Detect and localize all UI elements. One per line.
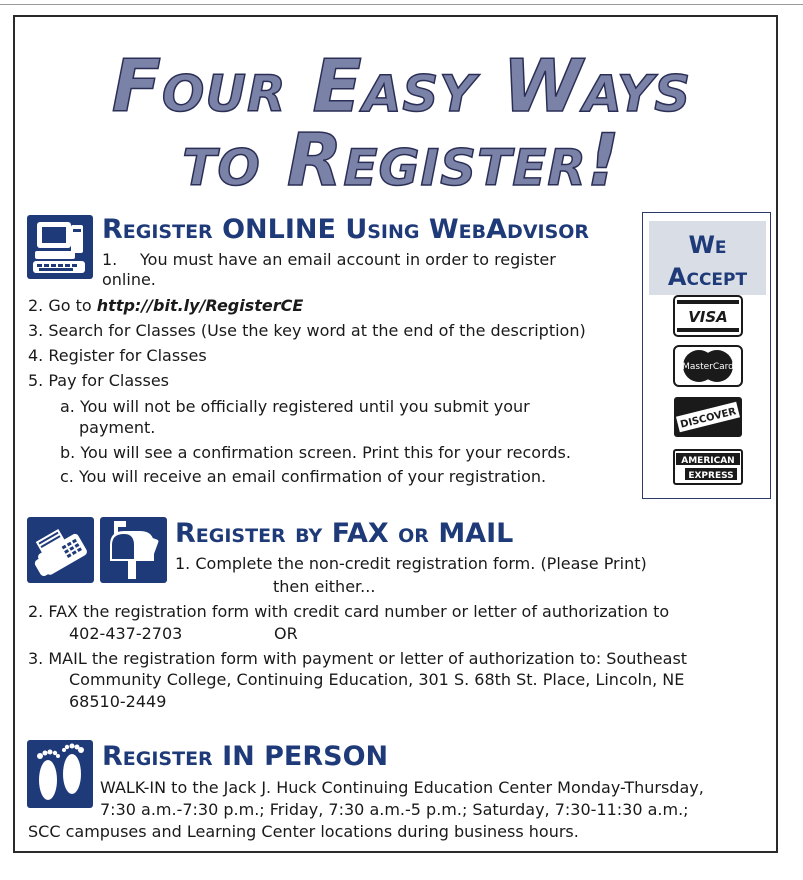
mailbox-icon <box>100 517 167 583</box>
inperson-line1: WALK-IN to the Jack J. Huck Continuing Education Center Monday-Thursday, <box>100 778 704 797</box>
online-heading: Register ONLINE Using WebAdvisor <box>102 214 590 245</box>
inperson-line3: SCC campuses and Learning Center locations during business hours. <box>28 822 579 841</box>
page-title-line1: Four Easy Ways <box>111 44 692 128</box>
page-title-line2: to Register! <box>182 118 621 202</box>
discover-card-icon <box>673 396 743 438</box>
online-step2-prefix: 2. Go to <box>28 296 92 315</box>
top-rule <box>0 4 803 5</box>
inperson-line2: 7:30 a.m.-7:30 p.m.; Friday, 7:30 a.m.-5 p.m.; Saturday, 7:30-11:30 a.m.; <box>100 800 689 819</box>
online-step3: 3. Search for Classes (Use the key word at the end of the description) <box>28 321 586 340</box>
online-step1-text-cont: online. <box>102 270 156 289</box>
online-sub-a-cont: payment. <box>79 418 156 437</box>
we-accept-header <box>649 221 766 295</box>
we-accept-line1: We <box>688 231 727 259</box>
we-accept-line2: Accept <box>667 263 748 291</box>
visa-label: VISA <box>688 308 728 326</box>
mastercard-label: MasterCard <box>682 362 734 372</box>
faxmail-step1: 1. Complete the non-credit registration form. (Please Print) <box>175 554 647 573</box>
faxmail-then-either: then either... <box>273 577 376 596</box>
online-sub-b: b. You will see a confirmation screen. Print this for your records. <box>60 443 571 462</box>
faxmail-step3-zip: 68510-2449 <box>69 692 167 711</box>
footprints-icon <box>27 740 93 808</box>
faxmail-heading: Register by FAX or MAIL <box>175 518 514 549</box>
faxmail-step3-cont: Community College, Continuing Education, 301 S. 68th St. Place, Lincoln, NE <box>69 670 685 689</box>
online-step2 <box>28 296 303 316</box>
fax-phone-number: 402-437-2703 <box>69 624 183 643</box>
registration-link[interactable]: http://bit.ly/RegisterCE <box>96 296 304 315</box>
online-step1-text: You must have an email account in order to register <box>140 250 556 269</box>
discover-label: DISCOVER <box>679 406 738 431</box>
online-sub-a: a. You will not be officially registered until you submit your <box>60 397 530 416</box>
fax-machine-icon <box>27 517 94 583</box>
online-step4: 4. Register for Classes <box>28 346 207 365</box>
faxmail-or: OR <box>274 624 298 643</box>
online-step1-number: 1. <box>102 250 118 269</box>
visa-card-icon <box>673 295 743 337</box>
amex-card-icon <box>673 449 743 485</box>
amex-label-1: AMERICAN <box>681 456 735 466</box>
online-step5: 5. Pay for Classes <box>28 371 169 390</box>
we-accept-panel <box>642 212 771 499</box>
faxmail-step2: 2. FAX the registration form with credit card number or letter of authorization to <box>28 602 670 621</box>
online-sub-c: c. You will receive an email confirmation of your registration. <box>60 467 547 486</box>
faxmail-step3: 3. MAIL the registration form with payment or letter of authorization to: Southeast <box>28 649 688 668</box>
amex-label-2: EXPRESS <box>688 471 734 481</box>
inperson-heading: Register IN PERSON <box>102 741 389 772</box>
computer-icon <box>27 215 93 279</box>
mastercard-icon <box>673 345 743 387</box>
